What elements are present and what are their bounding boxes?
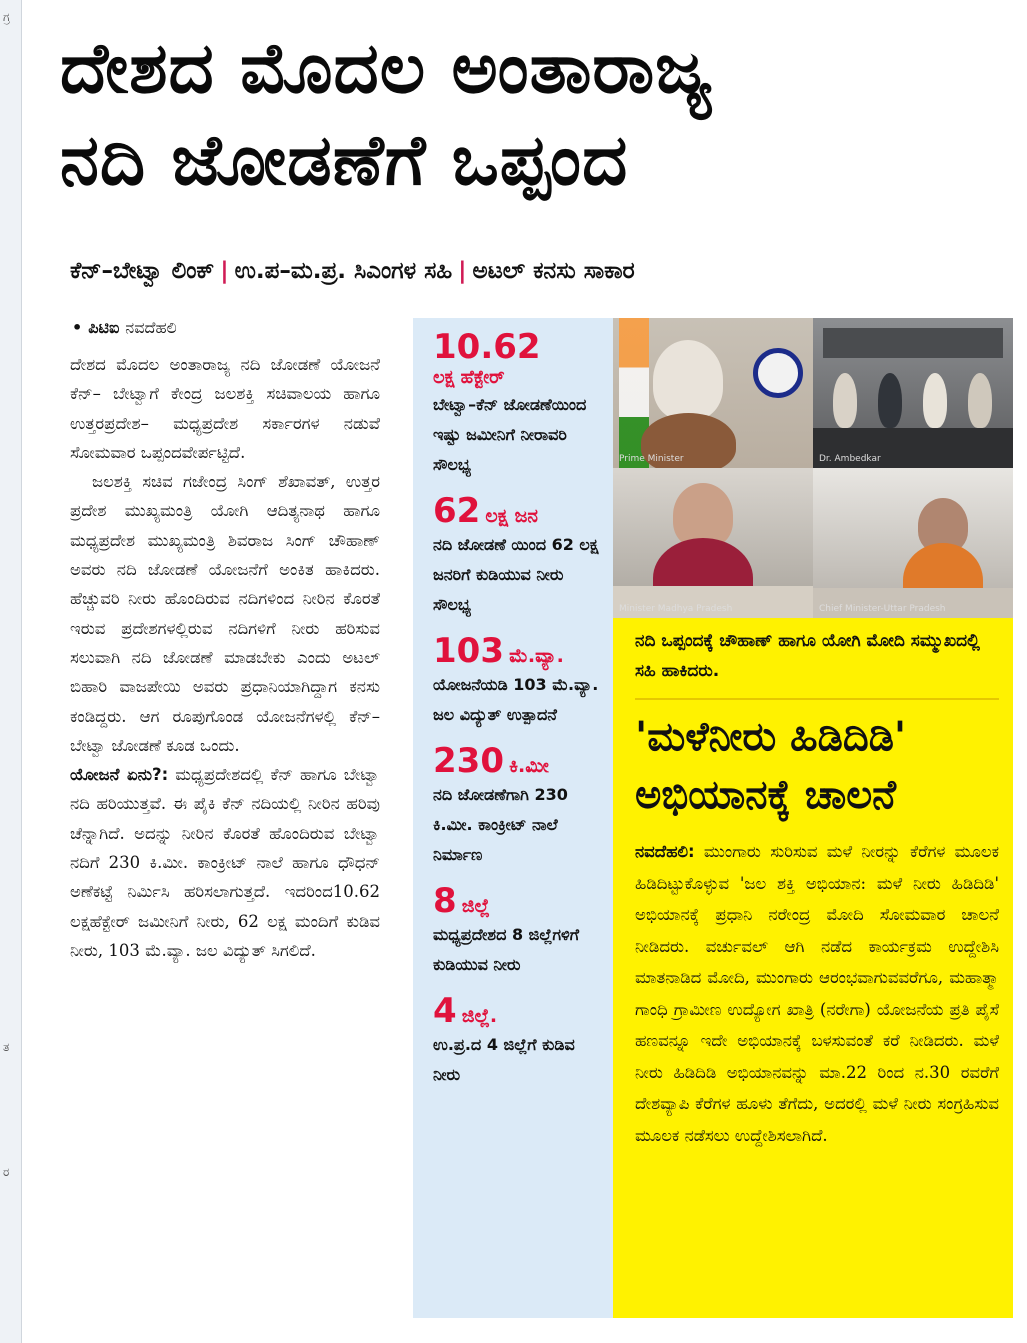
byline-agency: ಪಿಟಿಐ [88,318,120,337]
stat-description: ಉ.ಪ್ರ.ದ 4 ಜಿಲ್ಲೆಗೆ ಕುಡಿವ ನೀರು [433,1035,575,1084]
stat-unit: ಜಿಲ್ಲೆ [461,895,490,917]
stat-block [433,328,603,480]
subhead-separator: | [458,258,467,284]
photo-officials [813,318,1013,468]
divider [635,698,999,700]
page-margin-strip [0,0,22,1343]
person-shape [653,340,723,420]
side-story-headline: 'ಮಳೆನೀರು ಹಿಡಿದಿಡಿ' ಅಭಿಯಾನಕ್ಕೆ ಚಾಲನೆ [635,714,907,818]
stat-description: ಯೋಜನೆಯಡಿ 103 ಮೆ.ವ್ಯಾ. ಜಲ ವಿದ್ಯುತ್ ಉತ್ಪಾದನೆ [433,675,599,724]
stat-number: 103 [433,631,504,671]
stat-description: ಮಧ್ಯಪ್ರದೇಶದ 8 ಜಿಲ್ಲೆಗಳಿಗೆ ಕುಡಿಯುವ ನೀರು [433,925,580,974]
photo-prime-minister [613,318,813,468]
photo-up-chief-minister [813,468,1013,618]
article-paragraph-3 [70,760,380,965]
stat-unit: ಮೆ.ವ್ಯಾ. [509,645,564,667]
subheadline [70,258,1015,284]
chakra-shape [753,348,803,398]
side-story-body [635,836,999,1151]
stat-number: 10.62 [433,327,541,367]
stat-number: 62 [433,491,481,531]
photo-caption: ನದಿ ಒಪ್ಪಂದಕ್ಕೆ ಚೌಹಾಣ್ ಹಾಗೂ ಯೋಗಿ ಮೋದಿ ಸಮ್ಮುಖದಲ್ಲಿ ಸಹಿ ಹಾಕಿದರು. [635,631,980,681]
headline-line-2: ನದಿ ಜೋಡಣೆಗೆ ಒಪ್ಪಂದ [60,119,629,201]
byline-place: ನವದೆಹಲಿ [125,318,177,337]
stat-block [433,882,603,980]
side-story-dateline: ನವದೆಹಲಿ: [635,842,695,861]
headline-line-1: ದೇಶದ ಮೊದಲ ಅಂತಾರಾಜ್ಯ [60,27,713,109]
article-paragraph-1: ದೇಶದ ಮೊದಲ ಅಂತಾರಾಜ್ಯ ನದಿ ಜೋಡಣೆ ಯೋಜನೆ ಕೆನ್– ಬೇಟ್ವಾಗೆ ಕೇಂದ್ರ ಜಲಶಕ್ತಿ ಸಚಿವಾಲಯ ಹಾಗೂ ಉತ್ತರಪ್ರದೇಶ– ಮಧ್ಯಪ್ರದೇಶ ಸರ್ಕಾರಗಳ ನಡುವೆ ಸೋಮವಾರ ಒಪ್ಪಂದವೇರ್ಪಟ್ಟಿದೆ. [70,355,380,462]
stat-number: 4 [433,991,457,1031]
stat-unit: ಕಿ.ಮೀ [509,755,549,777]
byline [72,318,177,338]
stat-unit: ಜಿಲ್ಲೆ. [461,1005,498,1027]
stat-description: ನದಿ ಜೋಡಣೆ ಯಿಂದ 62 ಲಕ್ಷ ಜನರಿಗೆ ಕುಡಿಯುವ ನೀರು ಸೌಲಭ್ಯ [433,535,599,614]
subhead-part-2: ಉ.ಪ–ಮ.ಪ್ರ. ಸಿಎಂಗಳ ಸಹಿ [234,258,453,284]
backdrop-shape [823,328,1003,358]
person-shape [923,373,947,428]
photo-collage [613,318,1013,618]
stat-description: ನದಿ ಜೋಡಣೆಗಾಗಿ 230 ಕಿ.ಮೀ. ಕಾಂಕ್ರೀಟ್ ನಾಲೆ ನಿರ್ಮಾಣ [433,785,568,864]
photo-label: Prime Minister [619,454,684,464]
stat-block [433,492,603,620]
main-headline [60,22,1010,206]
stat-unit: ಲಕ್ಷ ಹೆಕ್ಟೇರ್ [433,367,505,388]
stat-description: ಬೇಟ್ವಾ–ಕೆನ್ ಜೋಡಣೆಯಿಂದ ಇಷ್ಟು ಜಮೀನಿಗೆ ನೀರಾವರಿ ಸೌಲಭ್ಯ [433,395,587,474]
stat-block [433,742,603,870]
subhead-part-3: ಅಟಲ್ ಕನಸು ಸಾಕಾರ [472,258,635,284]
photo-mp-chief-minister [613,468,813,618]
margin-fragment: ತ [3,1040,10,1054]
stats-sidebar [413,318,613,1318]
stat-unit: ಲಕ್ಷ ಜನ [485,505,538,527]
subhead-part-1: ಕೆನ್–ಬೇಟ್ವಾ ಲಿಂಕ್ [70,258,215,284]
margin-fragment: ಗ್ರ [3,10,10,24]
side-story-text: ಮುಂಗಾರು ಸುರಿಸುವ ಮಳೆ ನೀರನ್ನು ಕೆರೆಗಳ ಮೂಲಕ ಹಿಡಿದಿಟ್ಟುಕೊಳ್ಳುವ 'ಜಲ ಶಕ್ತಿ ಅಭಿಯಾನ: ಮಳೆ ನೀರು ಹಿಡಿದಿಡಿ' ಅಭಿಯಾನಕ್ಕೆ ಪ್ರಧಾನಿ ನರೇಂದ್ರ ಮೋದಿ ಸೋಮವಾರ ಚಾಲನೆ ನೀಡಿದರು. ವರ್ಚುವಲ್ ಆಗಿ ನಡೆದ ಕಾರ್ಯಕ್ರಮ ಉದ್ದೇಶಿಸಿ ಮಾತನಾಡಿದ ಮೋದಿ, ಮುಂಗಾರು ಆರಂಭವಾಗುವವರೆಗೂ, ಮಹಾತ್ಮಾ ಗಾಂಧಿ ಗ್ರಾಮೀಣ ಉದ್ಯೋಗ ಖಾತ್ರಿ (ನರೇಗಾ) ಯೋಜನೆಯ ಪ್ರತಿ ಪೈಸೆ ಹಣವನ್ನೂ ಇದೇ ಅಭಿಯಾನಕ್ಕೆ ಬಳಸುವಂತೆ ಕರೆ ನೀಡಿದರು. ಮಳೆ ನೀರು ಹಿಡಿದಿಡಿ ಅಭಿಯಾನವನ್ನು ಮಾ.22 ರಿಂದ ನ.30 ರವರೆಗೆ ದೇಶವ್ಯಾಪಿ ಕೆರೆಗಳ ಹೂಳು ತೆಗೆದು, ಅದರಲ್ಲಿ ಮಳೆ ನೀರು ಸಂಗ್ರಹಿಸುವ ಮೂಲಕ ನಡೆಸಲು ಉದ್ದೇಶಿಸಲಾಗಿದೆ. [635,842,999,1145]
margin-fragment: ರ [3,1165,10,1179]
byline-bullet: • [72,318,83,337]
article-subheading: ಯೋಜನೆ ಏನು?: [70,765,169,785]
photo-label: Chief Minister-Uttar Pradesh [819,604,946,614]
photo-label: Minister Madhya Pradesh [619,604,733,614]
subhead-separator: | [220,258,229,284]
article-paragraph-2: ಜಲಶಕ್ತಿ ಸಚಿವ ಗಜೇಂದ್ರ ಸಿಂಗ್ ಶೆಖಾವತ್, ಉತ್ತರ ಪ್ರದೇಶ ಮುಖ್ಯಮಂತ್ರಿ ಯೋಗಿ ಆದಿತ್ಯನಾಥ ಹಾಗೂ ಮಧ್ಯಪ್ರದೇಶ ಮುಖ್ಯಮಂತ್ರಿ ಶಿವರಾಜ ಸಿಂಗ್ ಚೌಹಾಣ್ ಅವರು ನದಿ ಜೋಡಣೆ ಯೋಜನೆಗೆ ಅಂಕಿತ ಹಾಕಿದರು. ಹೆಚ್ಚುವರಿ ನೀರು ಹೊಂದಿರುವ ನದಿಗಳಿಂದ ನೀರಿನ ಕೊರತೆ ಇರುವ ಪ್ರದೇಶಗಳಲ್ಲಿರುವ ನದಿಗಳಿಗೆ ನೀರು ಹರಿಸುವ ಸಲುವಾಗಿ ನದಿ ಜೋಡಣೆ ಮಾಡಬೇಕು ಎಂದು ಅಟಲ್ ಬಿಹಾರಿ ವಾಜಪೇಯಿ ಅವರು ಪ್ರಧಾನಿಯಾಗಿದ್ದಾಗ ಕನಸು ಕಂಡಿದ್ದರು. ಆಗ ರೂಪುಗೊಂಡ ಯೋಜನೆಗಳಲ್ಲಿ ಕೆನ್– ಬೇಟ್ವಾ ಜೋಡಣೆ ಕೂಡ ಒಂದು. [70,472,380,755]
stat-number: 8 [433,881,457,921]
stat-number: 230 [433,741,504,781]
article-paragraph-3-text: ಮಧ್ಯಪ್ರದೇಶದಲ್ಲಿ ಕೆನ್ ಹಾಗೂ ಬೇಟ್ವಾ ನದಿ ಹರಿಯುತ್ತವೆ. ಈ ಪೈಕಿ ಕೆನ್ ನದಿಯಲ್ಲಿ ನೀರಿನ ಹರಿವು ಚೆನ್ನಾಗಿದೆ. ಅದನ್ನು ನೀರಿನ ಕೊರತೆ ಹೊಂದಿರುವ ಬೇಟ್ವಾ ನದಿಗೆ 230 ಕಿ.ಮೀ. ಕಾಂಕ್ರೀಟ್ ನಾಲೆ ಹಾಗೂ ಧೌಧನ್ ಅಣೆಕಟ್ಟೆ ನಿರ್ಮಿಸಿ ಹರಿಸಲಾಗುತ್ತದೆ. ಇದರಿಂದ10.62 ಲಕ್ಷಹೆಕ್ಟೇರ್ ಜಮೀನಿಗೆ ನೀರು, 62 ಲಕ್ಷ ಮಂದಿಗೆ ಕುಡಿವ ನೀರು, 103 ಮೆ.ವ್ಯಾ. ಜಲ ವಿದ್ಯುತ್ ಸಿಗಲಿದೆ. [70,765,380,960]
person-shape [833,373,857,428]
person-shape [968,373,992,428]
stat-block [433,992,603,1090]
side-story-box [613,618,1013,1318]
article-body [70,350,380,965]
photo-label: Dr. Ambedkar [819,454,881,464]
stat-block [433,632,603,730]
person-shape [878,373,902,428]
